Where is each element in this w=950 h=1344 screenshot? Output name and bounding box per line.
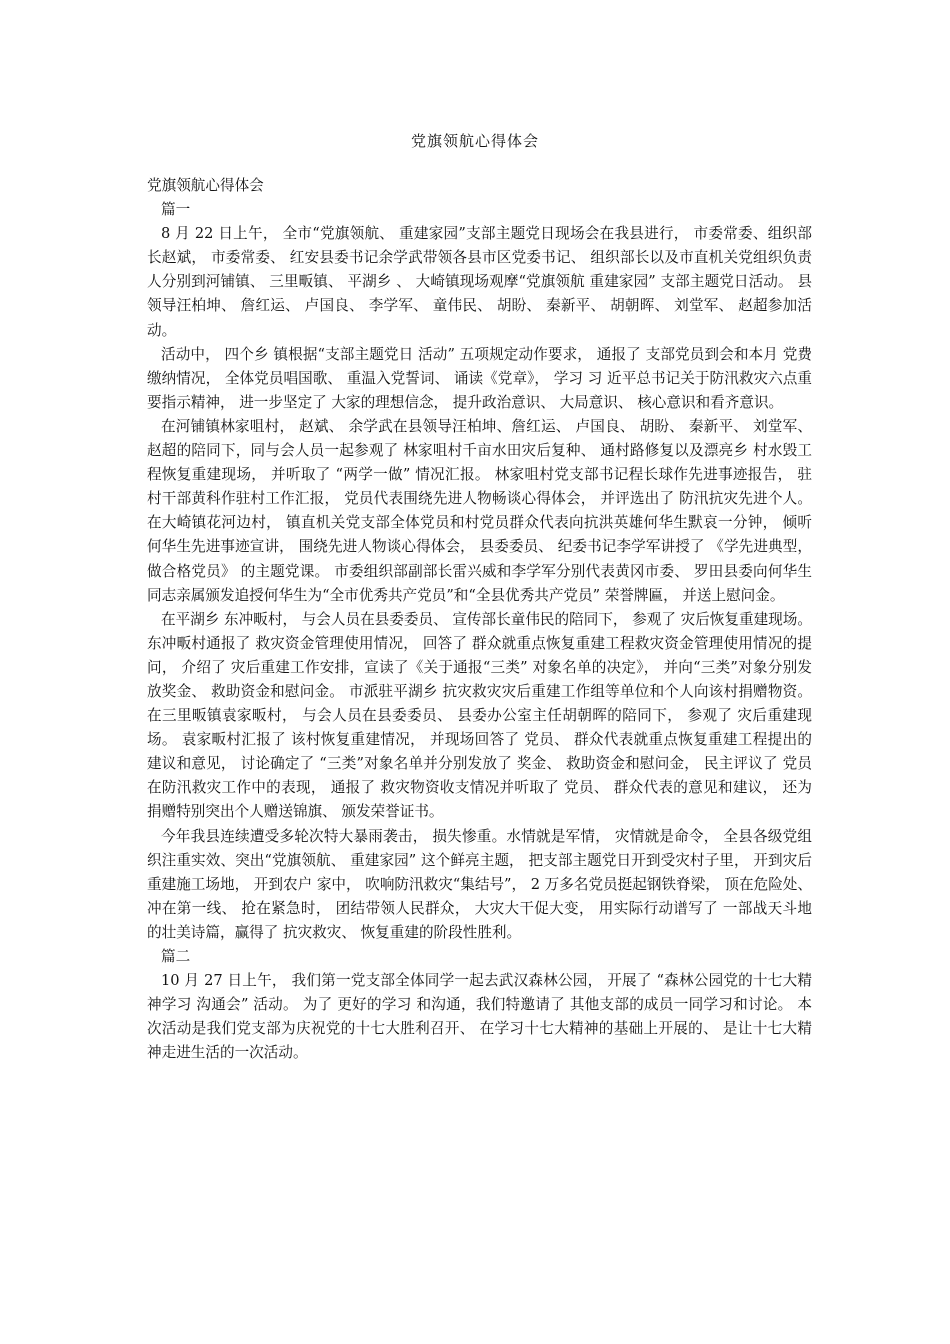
paragraph: 活动中， 四个乡 镇根据“支部主题党日 活动” 五项规定动作要求， 通报了 支部党员到会和本月 党费缴纳情况， 全体党员唱国歌、 重温入党誓词、 诵读《党章》， 学习 习 近平总书记关于防汛救灾六点重要指示精神， 进一步坚定了 大家的理想信念， 提升政治意识、 大局意识、 核心意识和看齐意识。	[147, 345, 812, 411]
paragraph: 8 月 22 日上午， 全市“党旗领航、 重建家园”支部主题党日现场会在我县进行， 市委常委、组织部长赵斌， 市委常委、 红安县委书记余学武带领各县市区党委书记、 组织部长以及市直机关党组织负责人分别到河铺镇、 三里畈镇、 平湖乡 、 大崎镇现场观摩“党旗领航 重建家园” 支部主题党日活动。 县领导汪柏坤、 詹红运、 卢国良、 李学军、 童伟民、 胡盼、 秦新平、 胡朝晖、 刘堂军、 赵超参加活动。	[147, 225, 812, 339]
document-body	[147, 174, 812, 1065]
document-subtitle: 党旗领航心得体会	[147, 177, 264, 194]
document-title: 党旗领航心得体会	[410, 132, 539, 150]
paragraph: 在河铺镇林家咀村， 赵斌、 余学武在县领导汪柏坤、詹红运、 卢国良、 胡盼、 秦新平、 刘堂军、 赵超的陪同下，同与会人员一起参观了 林家咀村千亩水田灾后复种、 通村路修复以及漂亮乡 村水毁工程恢复重建现场， 并听取了 “两学一做” 情况汇报。 林家咀村党支部书记程长球作先进事迹报告， 驻村干部黄科作驻村工作汇报， 党员代表围绕先进人物畅谈心得体会， 并评选出了 防汛抗灾先进个人。在大崎镇花河边村， 镇直机关党支部全体党员和村党员群众代表向抗洪英雄何华生默哀一分钟， 倾听何华生先进事迹宣讲， 围绕先进人物谈心得体会， 县委委员、 纪委书记李学军讲授了 《学先进典型， 做合格党员》 的主题党课。 市委组织部副部长雷兴威和李学军分别代表黄冈市委、 罗田县委向何华生同志亲属颁发追授何华生为“全市优秀共产党员”和“全县优秀共产党员” 荣誉牌匾， 并送上慰问金。	[147, 417, 812, 604]
paragraph: 今年我县连续遭受多轮次特大暴雨袭击， 损失惨重。水情就是军情， 灾情就是命令， 全县各级党组织注重实效、突出“党旗领航、 重建家园” 这个鲜亮主题， 把支部主题党日开到受灾村子里， 开到灾后重建施工场地， 开到农户 家中， 吹响防汛救灾“集结号”， 2 万多名党员挺起钢铁脊梁， 顶在危险处、 冲在第一线、 抢在紧急时， 团结带领人民群众， 大灾大干促大变， 用实际行动谱写了 一部战天斗地的壮美诗篇，赢得了 抗灾救灾、 恢复重建的阶段性胜利。	[147, 827, 812, 941]
paragraph: 在平湖乡 东冲畈村， 与会人员在县委委员、 宣传部长童伟民的陪同下， 参观了 灾后恢复重建现场。 东冲畈村通报了 救灾资金管理使用情况， 回答了 群众就重点恢复重建工程救灾资金管理使用情况的提问， 介绍了 灾后重建工作安排，宣读了《关于通报“三类” 对象名单的决定》， 并向“三类”对象分别发放奖金、 救助资金和慰问金。 市派驻平湖乡 抗灾救灾灾后重建工作组等单位和个人向该村捐赠物资。在三里畈镇袁家畈村， 与会人员在县委委员、 县委办公室主任胡朝晖的陪同下， 参观了 灾后重建现场。 袁家畈村汇报了 该村恢复重建情况， 并现场回答了 党员、 群众代表就重点恢复重建工程提出的建议和意见， 讨论确定了 “三类”对象名单并分别发放了 奖金、 救助资金和慰问金， 民主评议了 党员在防汛救灾工作中的表现， 通报了 救灾物资收支情况并听取了 党员、 群众代表的意见和建议， 还为捐赠特别突出个人赠送锦旗、 颁发荣誉证书。	[147, 610, 812, 821]
section-label-1: 篇一	[161, 201, 191, 219]
section-label-2: 篇二	[161, 948, 191, 965]
paragraph: 10 月 27 日上午， 我们第一党支部全体同学一起去武汉森林公园， 开展了 “森林公园党的十七大精神学习 沟通会” 活动。 为了 更好的学习 和沟通，我们特邀请了 其他支部的成员一同学习和讨论。 本次活动是我们党支部为庆祝党的十七大胜利召开、 在学习十七大精神的基础上开展的、 是让十七大精神走进生活的一次活动。	[147, 972, 812, 1062]
